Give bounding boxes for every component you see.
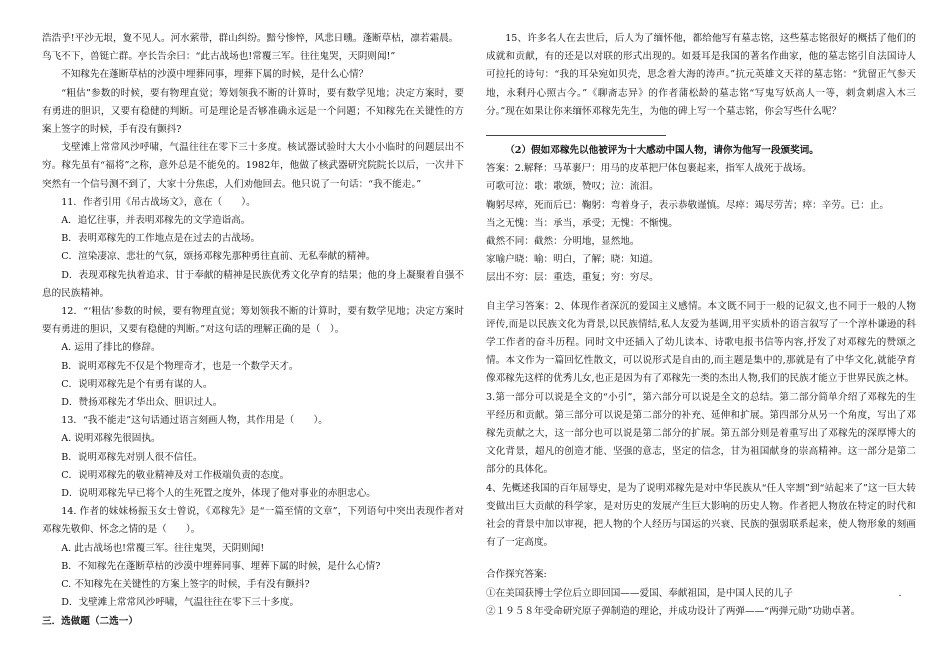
passage-line: 鸟飞不下，兽铤亡群。亭长告余曰：“此古战场也!常覆三军。往往鬼哭，天阴则闻!” [42,51,396,63]
passage-paragraph: 不知稼先在蓬断草枯的沙漠中埋葬同事，埋葬下属的时候，是什么心情？ [61,69,369,81]
vocab-answer-line: 家喻户晓：喻：明白，了解；晓：知道。 [486,254,659,266]
question-14-option-d: D．戈壁滩上常常风沙呼啸，气温往往在零下三十多度。 [61,597,300,609]
question-11: 11．作者引用《吊古战场文》，意在（ ）。 [61,196,256,208]
cooperative-inquiry-title: 合作探究答案: [486,569,547,581]
question-14-option-a: A. 此古战场也!常覆三军。往往鬼哭，天阴则闻! [61,542,265,554]
answer-3: 3.第一部分可以说是全文的“小引”，第六部分可以说是全文的总结。第二部分简单介绍了邓稼先的生平经历和贡献。第三部分可以说是第二部分的补充、延伸和扩展。第四部分从另一个角度，写出了邓稼先贡献之大，这一部分也可以说是第二部分的扩展。第五部分则是着重写出了邓稼先的深厚博大的文化背景，超凡的创造才能、坚强的意志，坚定的信念，甘为祖国献身的崇高精神。这一部分是第二部分的具体化。 [486,391,916,476]
question-15: 15、许多名人在去世后，后人为了缅怀他，都给他写有墓志铭，这些墓志铭很好的概括了他们的成就和贡献，有的还是以对联的形式出现的。如聂耳是我国的著名作曲家，他的墓志铭引自法国诗人可拉托的诗句：“我的耳朵宛如贝壳，思念着大海的涛声。”抗元英雄文天祥的墓志铭：“犹留正气参天地，永剩丹心照古今。”《聊斋志异》的作者蒲松龄的墓志铭“写鬼写妖高人一等，刺贪刺虐入木三分。”现在如果让你来缅怀邓稼先先生，为他的碑上写一个墓志铭，你会写些什么呢？ [486,33,916,117]
question-14: 14. 作者的妹妹杨振玉女士曾说，《邓稼先》是“一篇至情的文章”，下列语句中突出表现作者对邓稼先敬仰、怀念之情的是（ ）。 [42,506,464,536]
section-heading-elective: 三．选做题（二选一） [42,615,138,627]
question-13-option-c: C．说明邓稼先的敬业精神及对工作极端负责的态度。 [61,469,290,481]
spacer [486,288,916,298]
question-13-option-a: A. 说明邓稼先很固执。 [61,433,161,445]
question-14-option-c: C. 不知稼先在关键性的方案上签字的时候，手有没有颤抖? [61,579,310,591]
question-11-option-b: B．表明邓稼先的工作地点是在过去的古战场。 [61,233,261,245]
passage-line: 浩浩乎!平沙无垠，夐不见人。河水萦带，群山纠纷。黯兮惨悴，风悲日曛。蓬断草枯，凛若霜晨。 [42,33,459,44]
question-2-prompt: （2）假如邓稼先以他被评为十大感动中国人物，请你为他写一段颁奖词。 [505,145,819,157]
vocab-answer-line: 当之无愧：当：承当，承受；无愧：不惭愧。 [486,217,678,229]
cooperative-answer-2: ②１９５８年受命研究原子弹制造的理论，并成功设计了两弹——“两弹元勋”功勋卓著。 [486,605,861,617]
vocab-answer-line: 鞠躬尽瘁，死而后已：鞠躬：弯着身子，表示恭敬谨慎。尽瘁：竭尽劳苦；瘁：辛劳。已：止。 [486,199,889,211]
question-13-option-b: B．说明邓稼先对别人很不信任。 [61,451,203,463]
question-11-option-d: D．表现邓稼先执着追求、甘于奉献的精神是民族优秀文化孕育的结果；他的身上凝聚着自强不息的民族精神。 [42,269,464,299]
self-study-answer: 自主学习答案：2、体现作者深沉的爱国主义感情。本文既不同于一般的记叙文,也不同于一般的人物评传,而是以民族文化为背景,以民族情结,私人友爱为基调,用平实质朴的语言叙写了一个淳朴谦逊的科学工作者的奋斗历程。同时文中还插入了幼儿读本、诗歌电报书信等内容,抒发了对邓稼先的赞颂之情。本文作为一篇回忆性散文，可以说形式是自由的,而主题是集中的,那就是有了中华文化,就能孕育像邓稼先这样的优秀儿女,也正是因为有了邓稼先一类的杰出人物,我们的民族才能立于世界民族之林。 [486,300,916,385]
question-12-option-d: D．赞扬邓稼先才华出众、胆识过人。 [61,397,223,409]
question-13: 13．“我不能走”这句话通过语言刻画人物，其作用是（ ）。 [61,415,328,427]
left-column [42,30,464,631]
cooperative-answer-1: ①在美国获博士学位后立即回国——爱国、奉献祖国，是中国人民的儿子 . [486,587,902,599]
vocab-answer-line: 截然不同：截然：分明地，显然地。 [486,236,640,248]
question-12-option-b: B．说明邓稼先不仅是个物理奇才，也是一个数学天才。 [61,360,299,372]
divider [486,135,666,136]
vocab-answer-line: 可歌可泣：歌：歌颂，赞叹；泣：流泪。 [486,181,659,193]
question-12-option-c: C．说明邓稼先是个有勇有谋的人。 [61,378,213,390]
question-11-option-c: C．渲染凄凉、悲壮的气氛，颂扬邓稼先那种勇往直前、无私奉献的精神。 [61,251,376,263]
question-12-option-a: A. 运用了排比的修辞。 [61,342,161,354]
vocab-answer-line: 层出不穷：层：重迭，重复；穷：穷尽。 [486,272,659,284]
question-11-option-a: A．追忆往事，并表明邓稼先的文学造诣高。 [61,215,251,227]
vocab-answer-line: 答案：2.解释：马革裹尸：用马的皮革把尸体包裹起来，指军人战死于战场。 [486,163,812,175]
right-column [486,30,916,621]
spacer [486,552,916,566]
question-13-option-d: D．说明邓稼先早已将个人的生死置之度外，体现了他对事业的赤胆忠心。 [61,488,376,500]
question-12: 12．“‘粗估’参数的时候，要有物理直觉；筹划领我不断的计算时，要有数学见地；决定方案时要有勇进的胆识，又要有稳健的判断。”对这句话的理解正确的是（ ）。 [42,306,464,336]
passage-paragraph: “粗估”参数的时候，要有物理直觉；筹划领我不断的计算时，要有数学见地；决定方案时，要有勇进的胆识，又要有稳健的判断。可是理论是否够准确永远是一个问题；不知稼先在关键性的方案上签字的时候，手有没有颤抖? [42,87,464,136]
answer-4: 4、先概述我国的百年屈辱史，是为了说明邓稼先是对中华民族从“任人宰割”到“站起来了”这一巨大转变做出巨大贡献的科学家，是对历史的发展产生巨大影响的历史人物。作者把人物放在特定的时代和社会的背景中加以审视，把人物的个人经历与国运的兴衰、民族的强弱联系起来，使人物形象的刻画有了一定高度。 [486,482,916,549]
passage-paragraph: 戈壁滩上常常风沙呼啸，气温往往在零下三十多度。核试器试验时大大小小临时的问题层出不穷。稼先虽有“福将”之称，意外总是不能免的。1982年，他做了核武器研究院院长以后，一次井下突然有一个信号测不到了，大家十分焦虑，人们劝他回去。他只说了一句话：“我不能走。” [42,142,464,190]
question-14-option-b: B．不知稼先在蓬断草枯的沙漠中埋葬同事、埋葬下属的时候，是什么心情? [61,560,381,572]
